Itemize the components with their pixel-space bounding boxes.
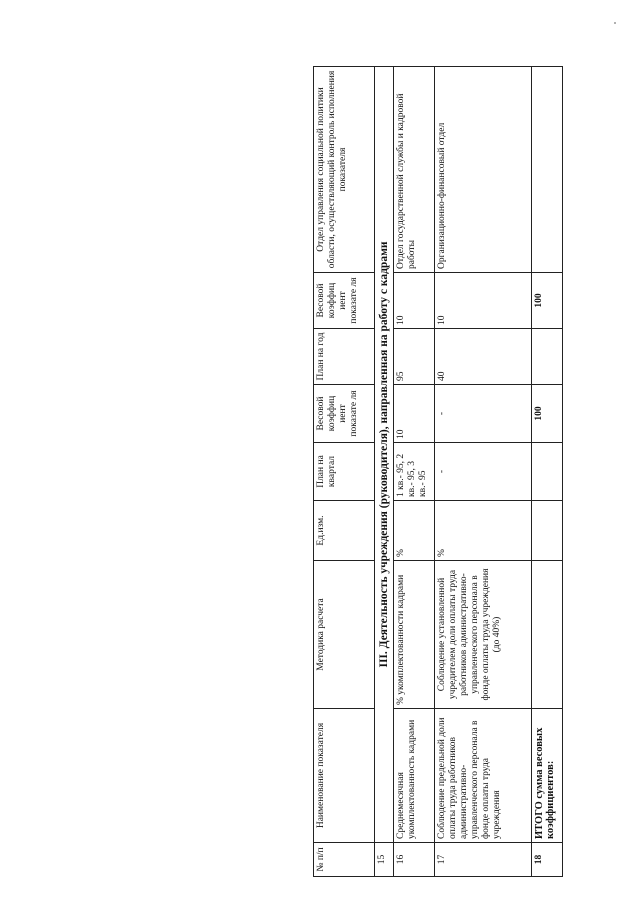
table-row — [435, 67, 532, 877]
row-plan-quarter: 1 кв.- 95, 2 кв.- 95, 3 кв.- 95 — [394, 443, 435, 501]
row-dept: Отдел государственной службы и кадровой работы — [394, 67, 435, 273]
rotated-page — [313, 67, 561, 877]
header-num: № п/п — [314, 843, 375, 877]
indicators-table — [313, 66, 563, 877]
total-label: ИТОГО сумма весовых коэффициентов: — [532, 709, 563, 843]
total-weight-quarter: 100 — [532, 385, 563, 443]
row-plan-year: 95 — [394, 329, 435, 385]
total-empty-plan-quarter — [532, 443, 563, 501]
total-empty-unit — [532, 501, 563, 561]
header-dept: Отдел управления социальной политики области, осуществляющий контроль исполнения показателя — [314, 67, 375, 273]
header-weight-year: Весовой коэффиц иент показате ля — [314, 273, 375, 329]
row-dept: Организационно-финансовый отдел — [435, 67, 532, 273]
header-method: Методика расчета — [314, 561, 375, 709]
table-header-row — [314, 67, 375, 877]
header-unit: Ед.изм. — [314, 501, 375, 561]
row-plan-quarter: - — [435, 443, 532, 501]
row-plan-year: 40 — [435, 329, 532, 385]
row-num: 17 — [435, 843, 532, 877]
header-weight-quarter: Весовой коэффиц иент показате ля — [314, 385, 375, 443]
row-weight-quarter: - — [435, 385, 532, 443]
row-num: 16 — [394, 843, 435, 877]
total-weight-year: 100 — [532, 273, 563, 329]
row-name: Среднемесячная укомплектованность кадрами — [394, 709, 435, 843]
section-title: III. Деятельность учреждения (руководителя), направленная на работу с кадрами — [375, 67, 394, 843]
total-empty-dept — [532, 67, 563, 273]
section-num: 15 — [375, 843, 394, 877]
row-weight-quarter: 10 — [394, 385, 435, 443]
table-row — [394, 67, 435, 877]
section-row — [375, 67, 394, 877]
header-plan-year: План на год — [314, 329, 375, 385]
row-unit: % — [435, 501, 532, 561]
header-name: Наименование показателя — [314, 709, 375, 843]
header-plan-quarter: План на квартал — [314, 443, 375, 501]
row-unit: % — [394, 501, 435, 561]
page-corner-mark — [614, 22, 616, 24]
row-weight-year: 10 — [394, 273, 435, 329]
row-method: Соблюдение установленной учредителем доли оплаты труда работников административно-управленческого персонала в фонде оплаты труда учреждения (до 40%) — [435, 561, 532, 709]
row-weight-year: 10 — [435, 273, 532, 329]
row-method: % укомплектованности кадрами — [394, 561, 435, 709]
total-empty-method — [532, 561, 563, 709]
total-row — [532, 67, 563, 877]
row-name: Соблюдение предельной доли оплаты труда работников административно-управленческого персонала в фонде оплаты труда учреждения — [435, 709, 532, 843]
total-num: 18 — [532, 843, 563, 877]
total-empty-plan-year — [532, 329, 563, 385]
